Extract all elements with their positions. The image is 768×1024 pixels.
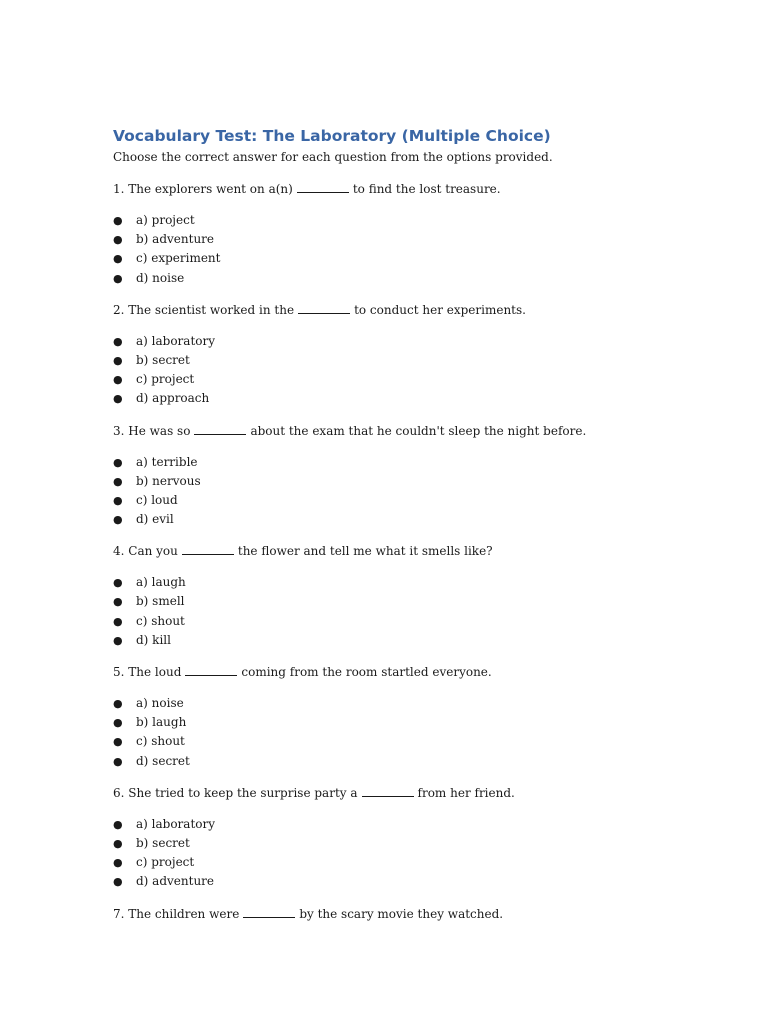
question-text-before: 5. The loud: [113, 665, 182, 679]
bullet-icon: ●: [113, 836, 123, 850]
option-label: a) laboratory: [136, 816, 216, 831]
option-label: b) secret: [136, 835, 190, 850]
question-text-before: 3. He was so: [113, 423, 191, 438]
question-6: [113, 784, 673, 803]
option-label: b) nervous: [136, 473, 201, 488]
option-item: [113, 732, 673, 751]
option-label: d) evil: [136, 512, 174, 527]
question-text-before: 1. The explorers went on a(n): [113, 182, 293, 196]
option-label: c) project: [136, 855, 195, 870]
question-1: [113, 180, 673, 199]
option-item: [113, 815, 673, 834]
option-item: [113, 389, 673, 408]
option-item: [113, 370, 673, 389]
option-label: c) loud: [136, 492, 178, 507]
option-item: [113, 453, 673, 472]
question-text-after: by the scary movie they watched.: [299, 906, 504, 921]
option-label: d) secret: [136, 753, 190, 768]
option-label: a) project: [136, 213, 195, 227]
answer-blank: [185, 663, 237, 676]
answer-blank: [298, 301, 350, 314]
answer-blank: [297, 180, 349, 193]
option-label: d) noise: [136, 270, 185, 285]
question-text-before: 4. Can you: [113, 544, 178, 559]
option-label: b) laugh: [136, 715, 187, 730]
option-item: [113, 612, 673, 631]
bullet-icon: ●: [113, 392, 123, 406]
option-item: [113, 631, 673, 650]
bullet-icon: ●: [113, 233, 123, 247]
question-text-after: coming from the room startled everyone.: [241, 665, 492, 679]
bullet-icon: ●: [113, 633, 123, 647]
question-text-before: 2. The scientist worked in the: [113, 302, 295, 317]
option-item: [113, 351, 673, 370]
question-text-after: about the exam that he couldn't sleep the night before.: [250, 423, 587, 438]
document-title: Vocabulary Test: The Laboratory (Multiple Choice): [113, 127, 551, 145]
bullet-icon: ●: [113, 373, 123, 387]
option-label: a) laugh: [136, 575, 186, 590]
option-label: a) terrible: [136, 454, 198, 469]
option-list: [113, 694, 673, 771]
bullet-icon: ●: [113, 875, 123, 889]
bullet-icon: ●: [113, 474, 123, 488]
option-list: [113, 815, 673, 892]
bullet-icon: ●: [113, 697, 123, 710]
answer-blank: [362, 784, 414, 797]
question-text-before: 7. The children were: [113, 906, 240, 921]
instructions: Choose the correct answer for each question from the options provided.: [113, 150, 553, 164]
bullet-icon: ●: [113, 455, 123, 469]
option-item: [113, 713, 673, 732]
option-item: [113, 573, 673, 592]
bullet-icon: ●: [113, 614, 123, 628]
bullet-icon: ●: [113, 252, 123, 266]
option-item: [113, 834, 673, 853]
bullet-icon: ●: [113, 856, 123, 870]
option-item: [113, 269, 673, 288]
option-label: a) noise: [136, 696, 184, 710]
option-label: c) project: [136, 372, 195, 387]
question-text-after: to find the lost treasure.: [352, 182, 501, 196]
option-label: a) laboratory: [136, 333, 216, 348]
question-text-after: the flower and tell me what it smells like?: [237, 544, 493, 559]
option-item: [113, 510, 673, 529]
option-label: d) kill: [136, 632, 171, 647]
bullet-icon: ●: [113, 754, 123, 768]
question-2: [113, 301, 673, 320]
bullet-icon: ●: [113, 576, 123, 590]
option-item: [113, 752, 673, 771]
question-7: [113, 905, 673, 924]
option-item: [113, 332, 673, 351]
bullet-icon: ●: [113, 817, 123, 831]
bullet-icon: ●: [113, 334, 123, 348]
answer-blank: [182, 542, 234, 555]
document-page: [113, 124, 673, 924]
option-item: [113, 694, 673, 713]
bullet-icon: ●: [113, 513, 123, 527]
option-list: [113, 211, 673, 288]
bullet-icon: ●: [113, 214, 123, 227]
option-label: d) adventure: [136, 874, 215, 889]
answer-blank: [243, 905, 295, 918]
option-item: [113, 872, 673, 891]
question-list: [113, 180, 673, 924]
bullet-icon: ●: [113, 716, 123, 730]
bullet-icon: ●: [113, 353, 123, 367]
question-text-before: 6. She tried to keep the surprise party a: [113, 785, 358, 800]
option-label: c) shout: [136, 613, 185, 628]
option-item: [113, 230, 673, 249]
question-text-after: from her friend.: [417, 785, 515, 800]
option-item: [113, 592, 673, 611]
question-text-after: to conduct her experiments.: [354, 302, 526, 317]
option-label: b) smell: [136, 594, 185, 609]
question-3: [113, 422, 673, 441]
question-4: [113, 542, 673, 561]
option-item: [113, 472, 673, 491]
option-label: b) adventure: [136, 232, 215, 247]
option-label: d) approach: [136, 391, 210, 406]
bullet-icon: ●: [113, 493, 123, 507]
option-item: [113, 491, 673, 510]
option-item: [113, 249, 673, 268]
bullet-icon: ●: [113, 271, 123, 285]
option-item: [113, 853, 673, 872]
bullet-icon: ●: [113, 595, 123, 609]
option-label: c) shout: [136, 734, 185, 749]
option-label: b) secret: [136, 352, 190, 367]
option-list: [113, 573, 673, 650]
option-label: c) experiment: [136, 251, 221, 266]
option-item: [113, 211, 673, 230]
option-list: [113, 332, 673, 409]
question-5: [113, 663, 673, 682]
option-list: [113, 453, 673, 530]
bullet-icon: ●: [113, 735, 123, 749]
answer-blank: [194, 422, 246, 435]
